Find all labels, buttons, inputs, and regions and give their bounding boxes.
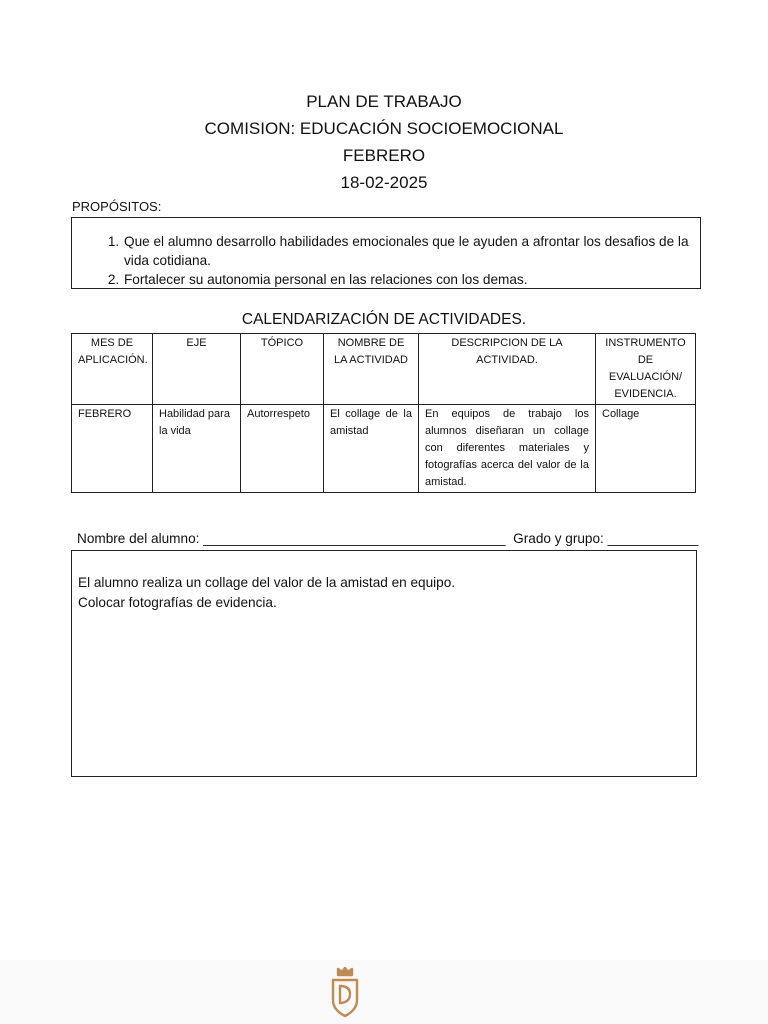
purposes-label: PROPÓSITOS: [72,199,162,214]
table-header-row [72,334,696,405]
cell-activity-name: El collage de la amistad [324,405,419,493]
column-header-activity-name: NOMBRE DE LA ACTIVIDAD [324,334,419,405]
date-title: 18-02-2025 [340,173,428,192]
student-name-field[interactable]: Nombre del alumno: ________________________________________ [77,531,506,546]
cell-topic: Autorrespeto [241,405,324,493]
purposes-box [71,217,701,289]
cell-month: FEBRERO [72,405,153,493]
crowned-shield-logo-icon [327,966,363,1020]
grade-group-field[interactable]: Grado y grupo: ____________ [513,531,699,546]
document-title-block [0,88,768,196]
evidence-box [71,550,697,777]
evidence-instruction: El alumno realiza un collage del valor de la amistad en equipo. [78,575,456,590]
activities-table [71,333,696,493]
month-title: FEBRERO [342,146,426,165]
document-title: PLAN DE TRABAJO [306,92,462,111]
cell-instrument: Collage [596,405,696,493]
cell-axis: Habilidad para la vida [153,405,241,493]
column-header-description: DESCRIPCION DE LA ACTIVIDAD. [419,334,596,405]
evidence-note: Colocar fotografías de evidencia. [78,595,277,610]
footer-band [0,960,768,1024]
column-header-topic: TÓPICO [241,334,324,405]
column-header-instrument: INSTRUMENTO DE EVALUACIÓN/ EVIDENCIA. [596,334,696,405]
table-row [72,405,696,493]
calendar-title: CALENDARIZACIÓN DE ACTIVIDADES. [241,311,527,328]
student-info-line [77,531,698,546]
commission-title: COMISION: EDUCACIÓN SOCIOEMOCIONAL [204,119,564,138]
purposes-list [72,218,700,289]
column-header-axis: EJE [153,334,241,405]
cell-description: En equipos de trabajo los alumnos diseñaran un collage con diferentes materiales y fotografías acerca del valor de la amistad. [419,405,596,493]
purpose-item: 1. Que el alumno desarrollo habilidades emocionales que le ayuden a afrontar los desafios de la vida cotidiana. [123,232,692,270]
purpose-item: 2. Fortalecer su autonomia personal en las relaciones con los demas. [123,270,692,289]
column-header-month: MES DE APLICACIÓN. [72,334,153,405]
